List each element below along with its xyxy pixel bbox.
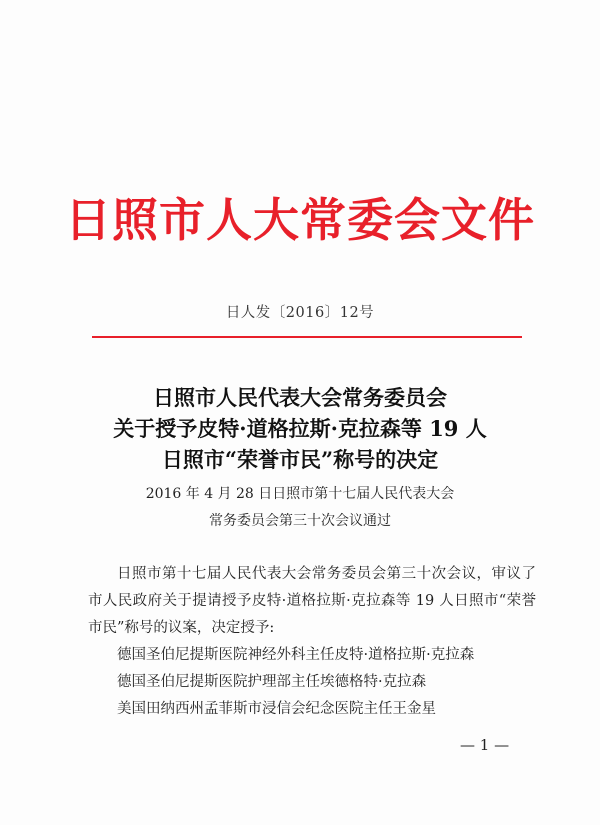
- header-divider-rule: [92, 336, 522, 338]
- title-line-1: 日照市人民代表大会常务委员会: [153, 385, 447, 410]
- honoree-item-1: 德国圣伯尼提斯医院神经外科主任皮特·道格拉斯·克拉森: [117, 647, 475, 663]
- title-line-3: 日照市“荣誉市民”称号的决定: [161, 447, 439, 472]
- adoption-note: [0, 481, 600, 535]
- honoree-item-2: 德国圣伯尼提斯医院护理部主任埃德格特·克拉森: [117, 674, 427, 690]
- adoption-note-line-1: 2016 年 4 月 28 日日照市第十七届人民代表大会: [145, 486, 455, 502]
- adoption-note-line-2: 常务委员会第三十次会议通过: [209, 513, 391, 529]
- body-paragraph: 日照市第十七届人民代表大会常务委员会第三十次会议，审议了市人民政府关于提请授予皮特·道格拉斯·克拉森等 19 人日照市“荣誉市民”称号的议案，决定授予:: [88, 566, 536, 636]
- honoree-item-3: 美国田纳西州孟菲斯市浸信会纪念医院主任王金星: [117, 701, 436, 717]
- document-title: [0, 382, 600, 475]
- document-header-title: 日照市人大常委会文件: [65, 193, 535, 247]
- page-number: — 1 —: [460, 736, 510, 754]
- document-body: [88, 561, 536, 723]
- document-number: 日人发〔2016〕12号: [225, 305, 375, 321]
- title-line-2: 关于授予皮特·道格拉斯·克拉森等 19 人: [113, 416, 487, 441]
